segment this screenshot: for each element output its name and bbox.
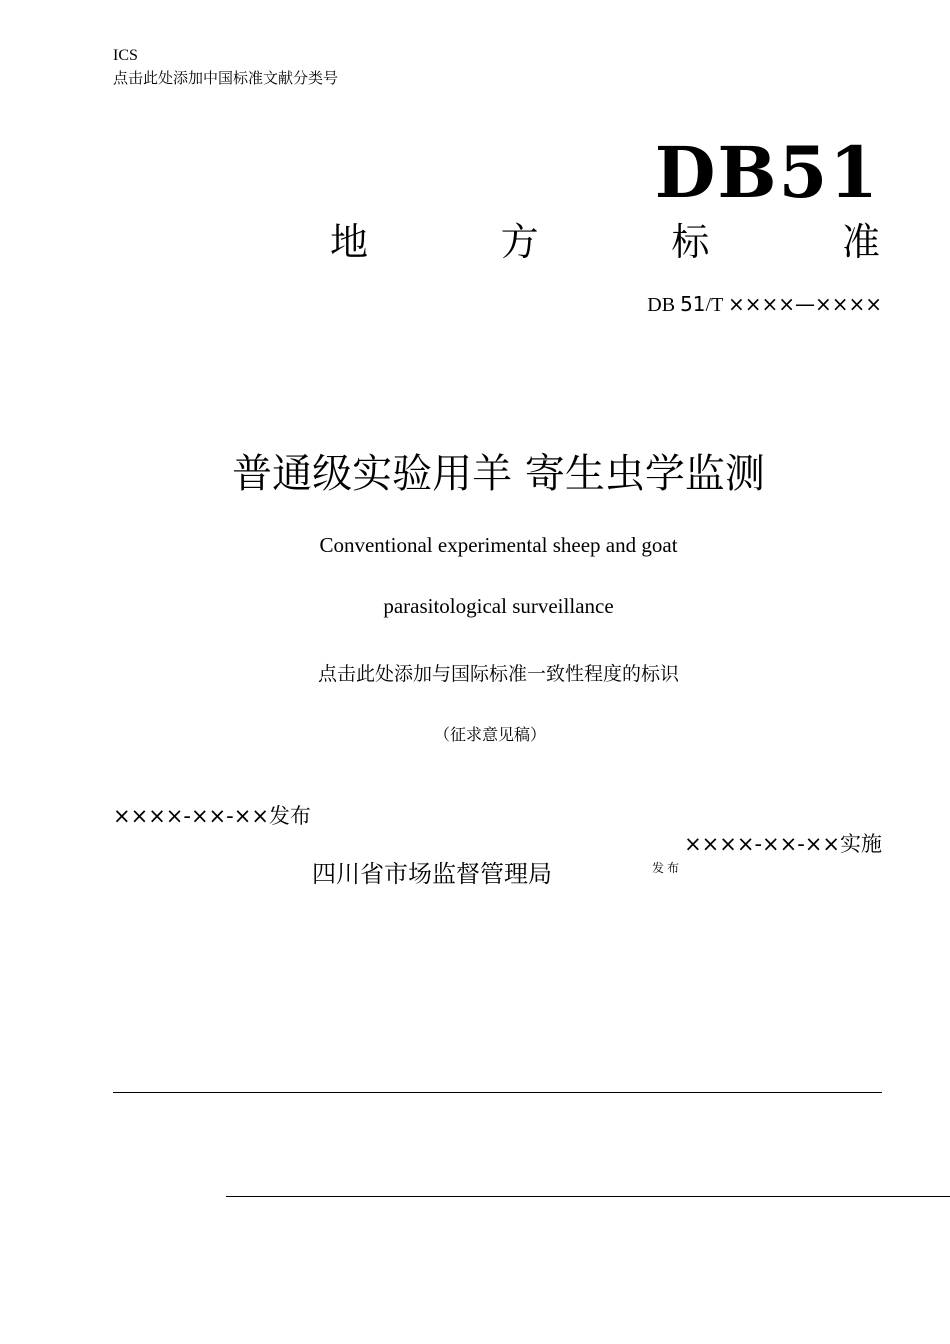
draft-note: （征求意见稿）: [433, 725, 546, 744]
issuing-authority: 四川省市场监督管理局: [312, 860, 552, 888]
standard-number-t: /T: [705, 294, 728, 316]
title-english-line-2: parasitological surveillance: [383, 594, 614, 618]
publish-label: 发布: [652, 861, 683, 875]
standard-type-char: 地: [330, 220, 369, 264]
ccs-placeholder[interactable]: 点击此处添加中国标准文献分类号: [113, 69, 339, 87]
standard-type: [330, 218, 880, 266]
divider-line: [226, 1196, 950, 1197]
standard-number-prefix: DB: [647, 294, 681, 316]
ics-label: ICS: [113, 47, 138, 64]
implement-date: ××××-××-××实施: [684, 832, 882, 856]
standard-number: [647, 290, 882, 319]
title-english-line-1: Conventional experimental sheep and goat: [319, 533, 678, 557]
divider-line: [113, 1092, 882, 1093]
db-code: DB51: [654, 131, 880, 214]
standard-number-rest: ××××—××××: [727, 292, 882, 316]
consistency-placeholder[interactable]: 点击此处添加与国际标准一致性程度的标识: [317, 663, 679, 685]
title-chinese: 普通级实验用羊 寄生虫学监测: [232, 451, 765, 497]
standard-type-char: 方: [500, 220, 539, 264]
standard-type-char: 标: [671, 220, 710, 264]
publish-date: ××××-××-××发布: [113, 804, 311, 828]
standard-number-province: 51: [680, 292, 706, 316]
standard-type-char: 准: [841, 220, 880, 264]
